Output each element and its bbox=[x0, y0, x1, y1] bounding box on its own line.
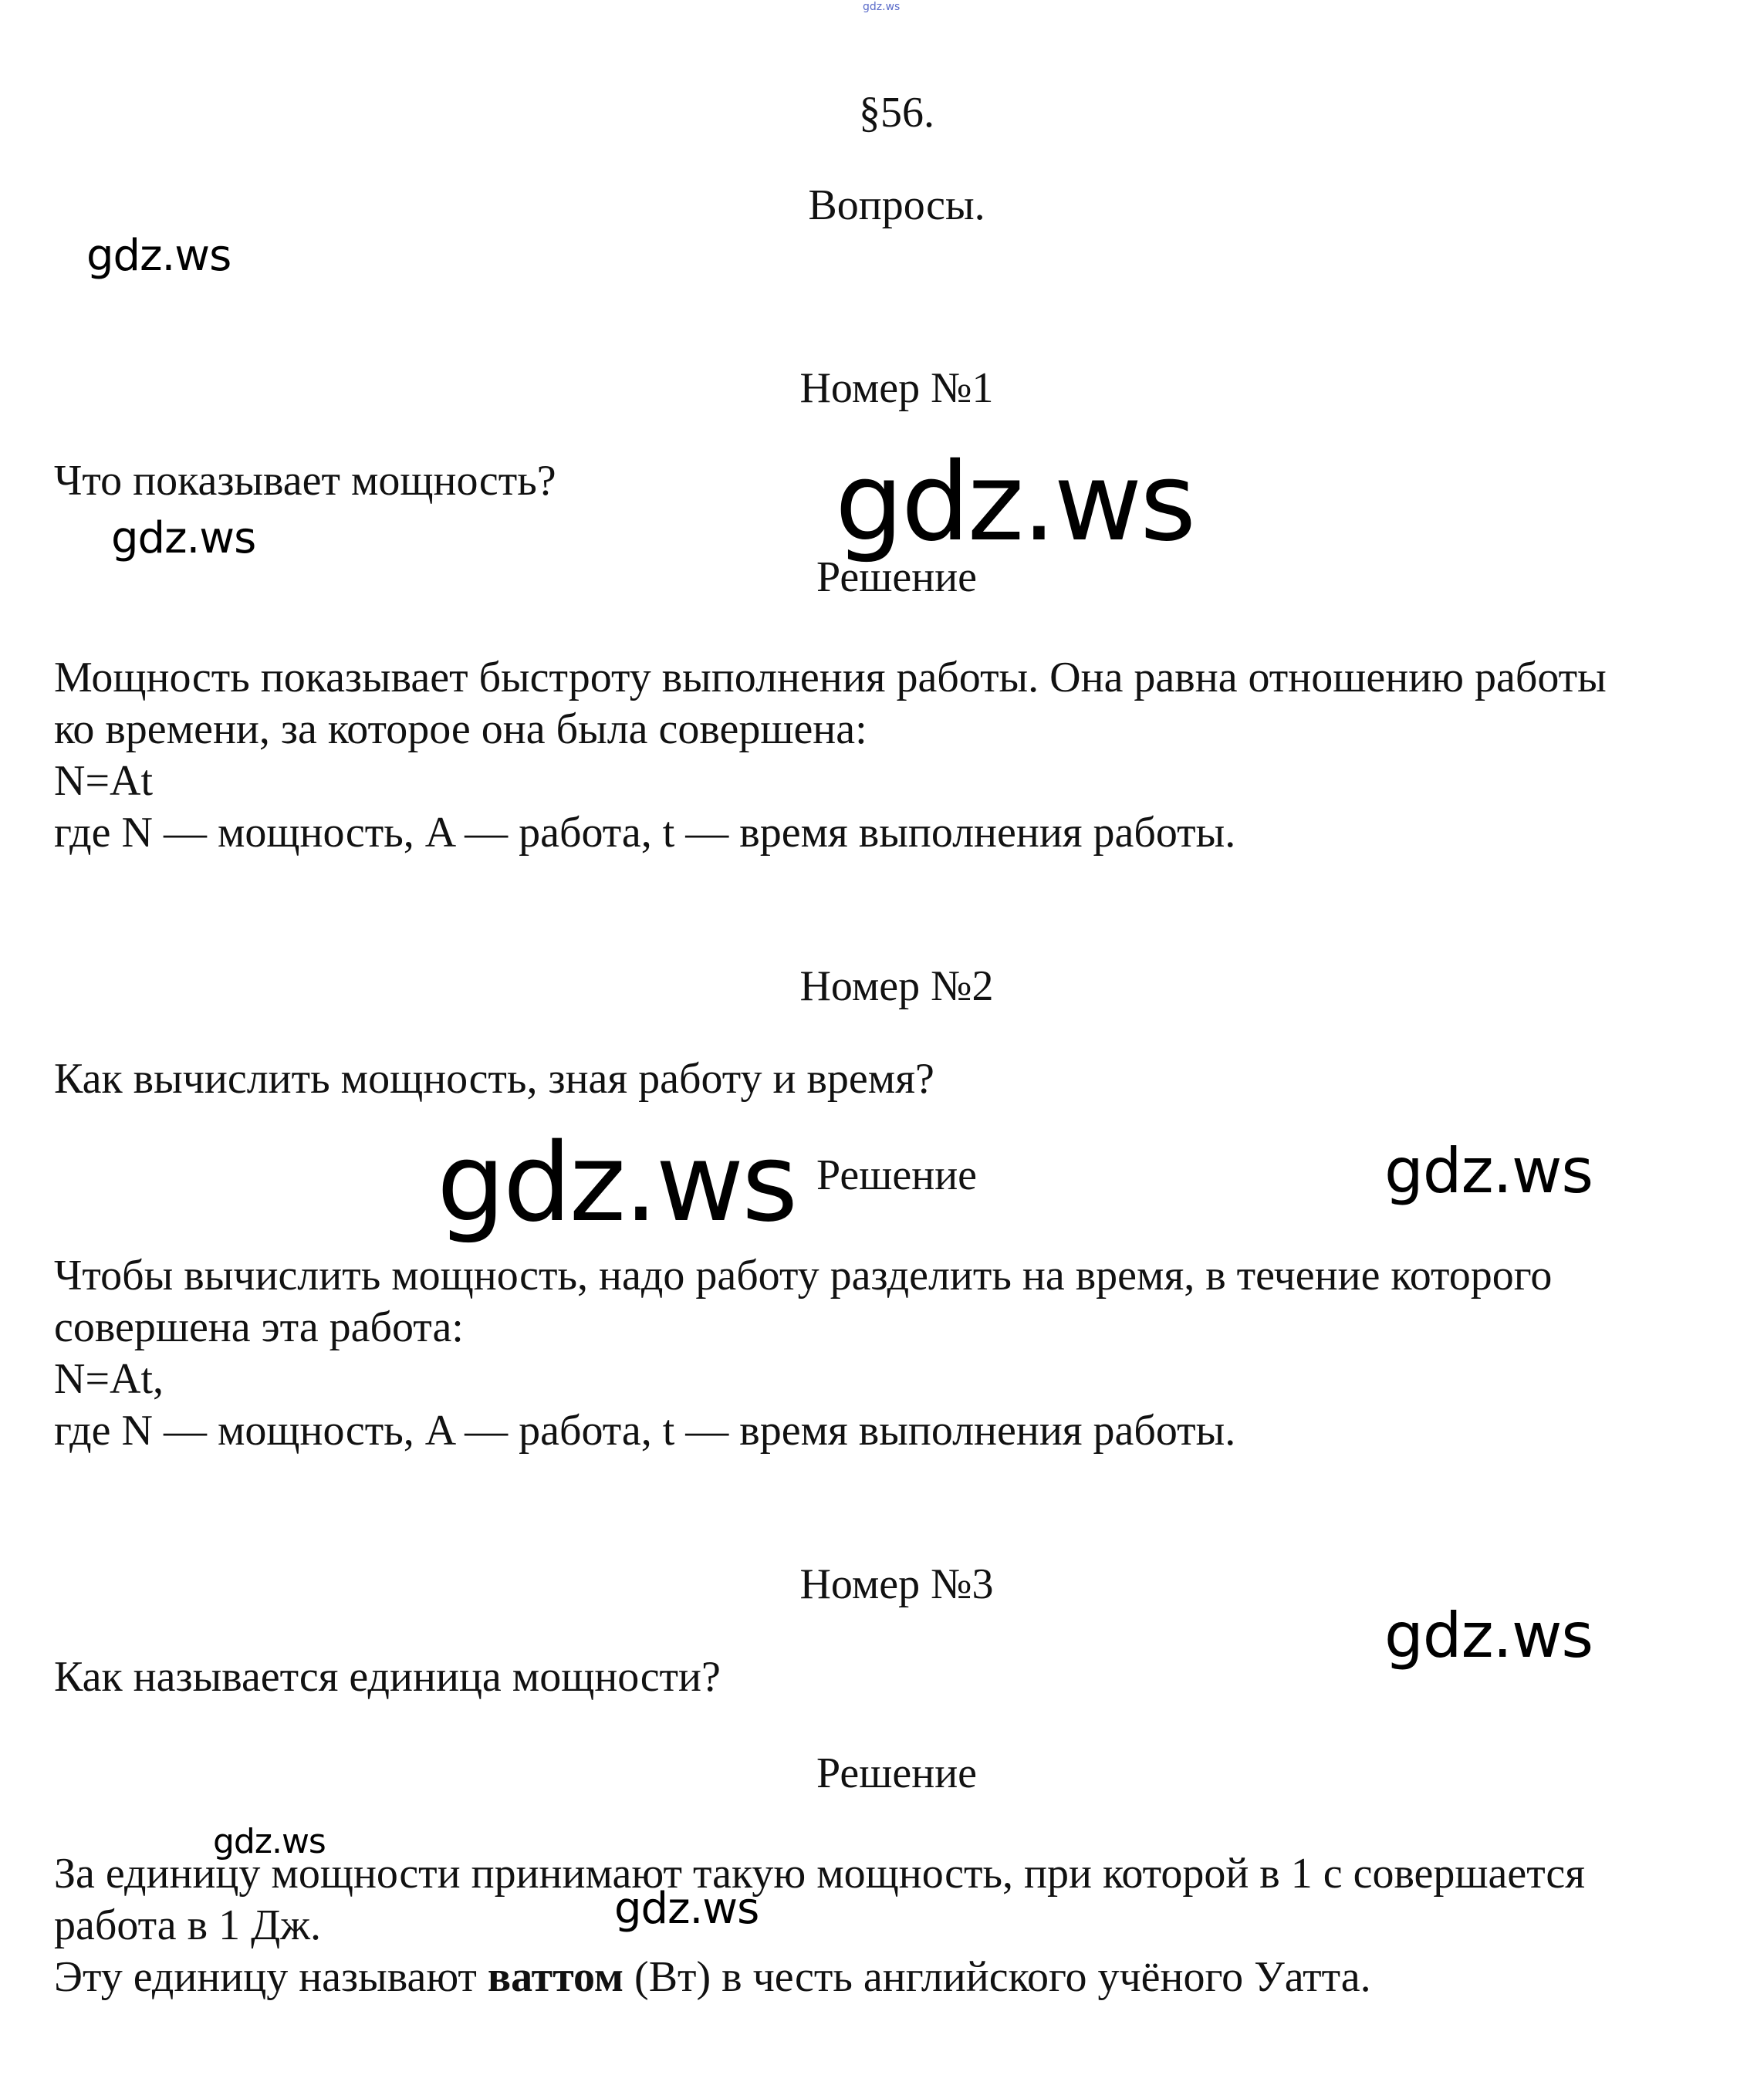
question-2-number-title: Номер №2 bbox=[799, 962, 994, 1010]
question-1-answer-line: Мощность показывает быстроту выполнения работы. Она равна отношению работы bbox=[54, 654, 1607, 701]
watermark-logo-tiny: gdz.ws bbox=[863, 1, 901, 13]
question-2-text: Как вычислить мощность, зная работу и время? bbox=[54, 1055, 934, 1103]
question-3-answer-last-line bbox=[54, 1955, 1371, 1999]
watermark-logo: gdz.ws bbox=[1384, 1600, 1593, 1671]
question-3-number-title: Номер №3 bbox=[799, 1560, 994, 1608]
watermark-logo-large: gdz.ws bbox=[835, 440, 1195, 566]
question-2-formula: N=At, bbox=[54, 1355, 164, 1403]
watermark-logo: gdz.ws bbox=[86, 231, 231, 281]
watermark-logo: gdz.ws bbox=[1384, 1135, 1593, 1207]
question-1-number-title: Номер №1 bbox=[799, 364, 994, 412]
question-2-solution-title: Решение bbox=[816, 1151, 978, 1199]
watermark-logo: gdz.ws bbox=[614, 1884, 759, 1934]
question-1-answer-line: ко времени, за которое она была совершена: bbox=[54, 705, 867, 753]
question-1-solution-title: Решение bbox=[816, 553, 978, 601]
question-1-text: Что показывает мощность? bbox=[54, 457, 556, 505]
question-1-formula: N=At bbox=[54, 757, 154, 805]
paragraph-number: §56. bbox=[859, 89, 934, 137]
question-1-answer-line: где N — мощность, A — работа, t — время выполнения работы. bbox=[54, 809, 1236, 857]
question-2-answer-line: Чтобы вычислить мощность, надо работу разделить на время, в течение которого bbox=[54, 1252, 1553, 1300]
watermark-logo-large: gdz.ws bbox=[437, 1120, 796, 1246]
watermark-logo: gdz.ws bbox=[111, 513, 256, 563]
question-3-text: Как называется единица мощности? bbox=[54, 1653, 721, 1701]
last-line-before: Эту единицу называют bbox=[54, 1953, 488, 2001]
watermark-logo: gdz.ws bbox=[213, 1822, 326, 1861]
question-2-answer-line: где N — мощность, A — работа, t — время выполнения работы. bbox=[54, 1407, 1236, 1455]
unit-name-bold: ваттом bbox=[487, 1953, 624, 2001]
question-3-solution-title: Решение bbox=[816, 1749, 978, 1797]
question-3-answer-line: За единицу мощности принимают такую мощность, при которой в 1 с совершается bbox=[54, 1850, 1586, 1898]
section-title: Вопросы. bbox=[808, 181, 985, 229]
last-line-after: (Вт) в честь английского учёного Уатта. bbox=[623, 1953, 1371, 2001]
question-2-answer-line: совершена эта работа: bbox=[54, 1303, 464, 1351]
question-3-answer-line: работа в 1 Дж. bbox=[54, 1901, 321, 1949]
